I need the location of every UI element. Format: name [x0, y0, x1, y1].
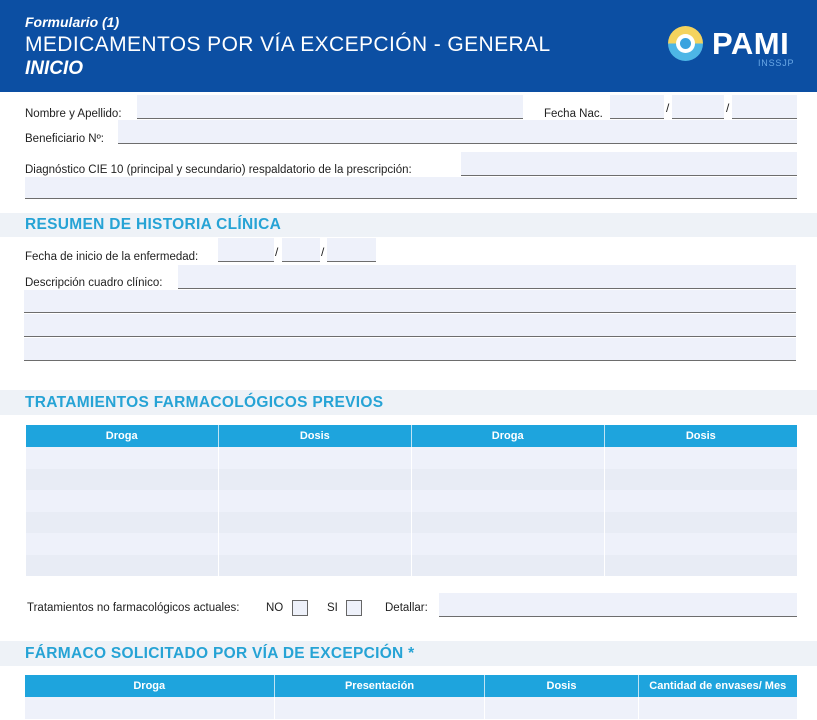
table-cell[interactable]: [218, 555, 411, 577]
description-input-line-3[interactable]: [24, 314, 796, 337]
table-cell[interactable]: [218, 490, 411, 512]
form-header: [0, 0, 817, 92]
detail-label: Detallar:: [385, 602, 428, 614]
beneficiary-label: Beneficiario Nº:: [25, 133, 104, 145]
table-cell[interactable]: [26, 469, 219, 491]
description-input-line-4[interactable]: [24, 338, 796, 361]
yes-label: SI: [327, 602, 338, 614]
table-cell[interactable]: [411, 490, 604, 512]
table-cell[interactable]: [604, 447, 797, 469]
onset-year-input[interactable]: [327, 238, 376, 262]
no-label: NO: [266, 602, 284, 614]
table-row: [25, 697, 797, 719]
description-input[interactable]: [178, 265, 796, 289]
table-cell[interactable]: [604, 533, 797, 555]
column-header-droga: Droga: [411, 425, 604, 447]
no-checkbox[interactable]: [292, 600, 308, 616]
table-row: [26, 533, 798, 555]
table-cell[interactable]: [218, 469, 411, 491]
name-label: Nombre y Apellido:: [25, 108, 122, 120]
table-cell[interactable]: [411, 469, 604, 491]
diagnosis-label: Diagnóstico CIE 10 (principal y secundario) respaldatorio de la prescripción:: [25, 164, 412, 176]
form-stage: INICIO: [25, 58, 84, 79]
column-header-droga: Droga: [25, 675, 275, 697]
table-cell[interactable]: [26, 490, 219, 512]
onset-date-label: Fecha de inicio de la enfermedad:: [25, 251, 199, 263]
onset-day-input[interactable]: [218, 238, 274, 262]
yes-checkbox[interactable]: [346, 600, 362, 616]
table-cell[interactable]: [411, 512, 604, 534]
birth-date-label: Fecha Nac.: [544, 108, 603, 120]
column-header-presentacion: Presentación: [275, 675, 485, 697]
pami-logo: [668, 26, 798, 72]
table-cell[interactable]: [411, 555, 604, 577]
date-separator: /: [321, 245, 325, 259]
detail-input[interactable]: [439, 593, 797, 617]
table-cell[interactable]: [275, 697, 485, 719]
diagnosis-input[interactable]: [461, 152, 797, 176]
form-title: MEDICAMENTOS POR VÍA EXCEPCIÓN - GENERAL: [25, 33, 551, 56]
table-cell[interactable]: [26, 533, 219, 555]
previous-treatments-title: TRATAMIENTOS FARMACOLÓGICOS PREVIOS: [25, 394, 384, 411]
table-row: [26, 555, 798, 577]
table-cell[interactable]: [604, 469, 797, 491]
table-cell[interactable]: [639, 697, 797, 719]
history-section-title: RESUMEN DE HISTORIA CLÍNICA: [25, 216, 282, 233]
requested-drug-title: FÁRMACO SOLICITADO POR VÍA DE EXCEPCIÓN *: [25, 645, 415, 662]
diagnosis-input-line-2[interactable]: [25, 177, 797, 199]
logo-subtext: INSSJP: [758, 58, 795, 68]
table-cell[interactable]: [218, 447, 411, 469]
table-cell[interactable]: [485, 697, 639, 719]
name-input[interactable]: [137, 95, 523, 119]
previous-treatments-table: [25, 425, 797, 576]
form-subtitle: Formulario (1): [25, 14, 120, 30]
date-separator: /: [666, 101, 670, 115]
beneficiary-input[interactable]: [118, 120, 797, 144]
column-header-dosis: Dosis: [604, 425, 797, 447]
column-header-dosis: Dosis: [218, 425, 411, 447]
onset-month-input[interactable]: [282, 238, 320, 262]
column-header-droga: Droga: [26, 425, 219, 447]
table-cell[interactable]: [218, 512, 411, 534]
table-row: [26, 490, 798, 512]
non-pharma-label: Tratamientos no farmacológicos actuales:: [27, 602, 240, 614]
table-cell[interactable]: [411, 447, 604, 469]
birth-year-input[interactable]: [732, 95, 797, 119]
table-cell[interactable]: [25, 697, 275, 719]
table-cell[interactable]: [411, 533, 604, 555]
pami-logo-icon: [668, 26, 703, 61]
table-cell[interactable]: [604, 512, 797, 534]
date-separator: /: [726, 101, 730, 115]
table-cell[interactable]: [218, 533, 411, 555]
description-input-line-2[interactable]: [24, 290, 796, 313]
table-header-row: [25, 675, 797, 697]
table-cell[interactable]: [604, 490, 797, 512]
column-header-dosis: Dosis: [485, 675, 639, 697]
table-row: [26, 469, 798, 491]
date-separator: /: [275, 245, 279, 259]
table-cell[interactable]: [604, 555, 797, 577]
table-cell[interactable]: [26, 447, 219, 469]
table-header-row: [26, 425, 798, 447]
logo-text: PAMI: [712, 26, 790, 61]
requested-drug-table: [24, 675, 797, 719]
table-cell[interactable]: [26, 512, 219, 534]
birth-month-input[interactable]: [672, 95, 724, 119]
table-cell[interactable]: [26, 555, 219, 577]
birth-day-input[interactable]: [610, 95, 664, 119]
table-row: [26, 447, 798, 469]
description-label: Descripción cuadro clínico:: [25, 277, 163, 289]
table-row: [26, 512, 798, 534]
column-header-cantidad: Cantidad de envases/ Mes: [639, 675, 797, 697]
